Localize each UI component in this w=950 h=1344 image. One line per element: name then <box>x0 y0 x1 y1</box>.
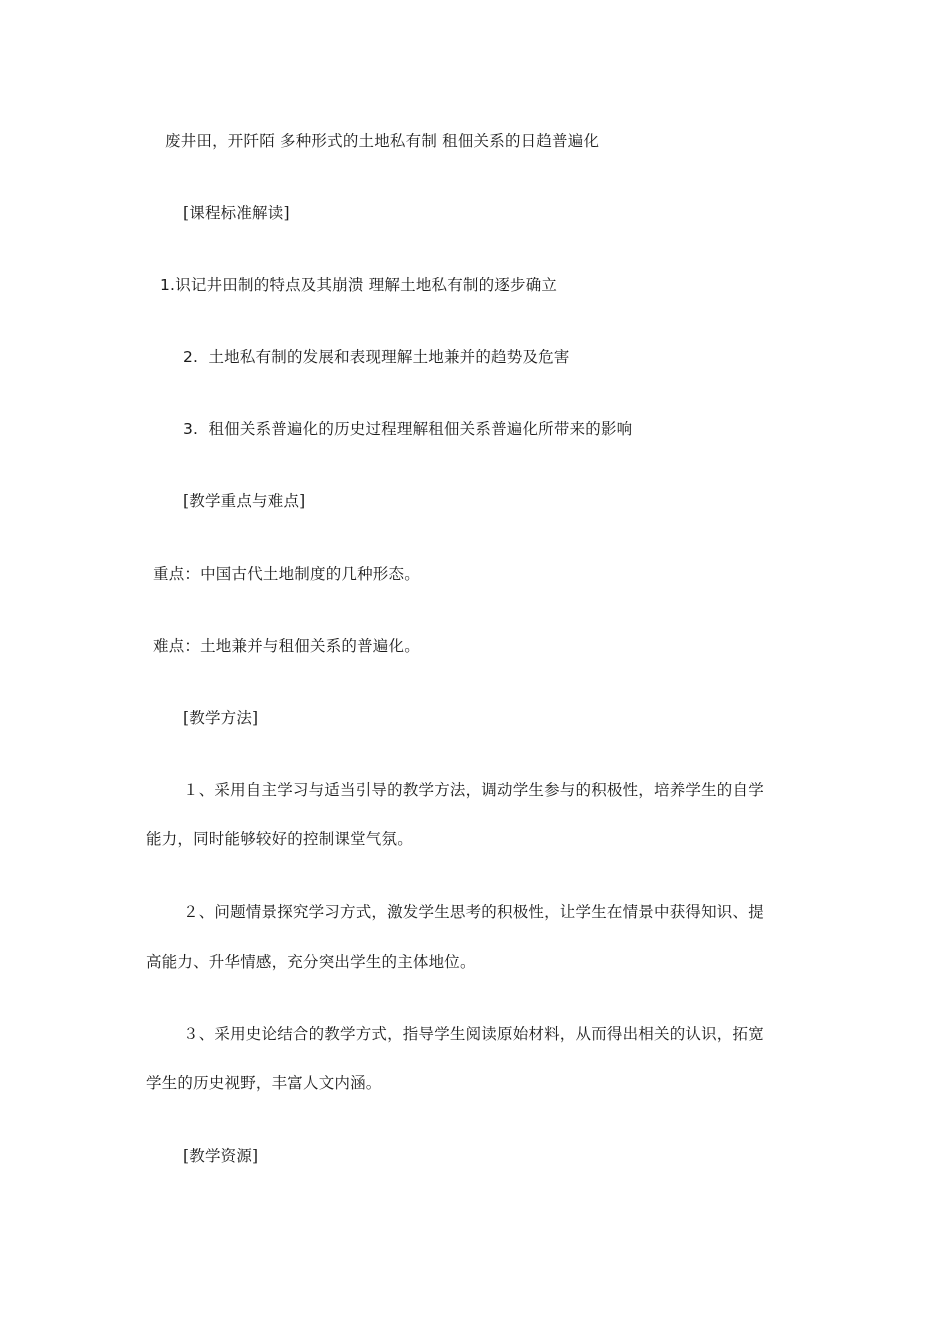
section-heading-resources: [教学资源] <box>183 1147 259 1165</box>
method-2-line-1: ２、问题情景探究学习方式，激发学生思考的积极性，让学生在情景中获得知识、提 <box>183 903 764 921</box>
course-standard-item-2 <box>183 347 570 367</box>
item-number: 1. <box>160 276 176 294</box>
method-1-line-1: １、采用自主学习与适当引导的教学方法，调动学生参与的积极性，培养学生的自学 <box>183 781 764 799</box>
section-heading-course-standard: [课程标准解读] <box>183 204 290 222</box>
method-3-line-2: 学生的历史视野，丰富人文内涵。 <box>146 1074 382 1092</box>
course-standard-item-1 <box>160 275 557 295</box>
item-text: 租佃关系普遍化的历史过程理解租佃关系普遍化所带来的影响 <box>208 420 633 438</box>
item-text: 识记井田制的特点及其崩溃 理解土地私有制的逐步确立 <box>175 276 558 294</box>
item-text: 土地私有制的发展和表现理解土地兼并的趋势及危害 <box>208 348 570 366</box>
method-1-line-2: 能力，同时能够较好的控制课堂气氛。 <box>146 830 413 848</box>
intro-line: 废井田，开阡陌 多种形式的土地私有制 租佃关系的日趋普遍化 <box>165 132 600 150</box>
item-number: 2. <box>183 348 199 366</box>
course-standard-item-3 <box>183 419 632 439</box>
key-point-text: 重点：中国古代土地制度的几种形态。 <box>153 565 420 583</box>
item-number: 3. <box>183 420 199 438</box>
method-3-line-1: ３、采用史论结合的教学方式，指导学生阅读原始材料，从而得出相关的认识，拓宽 <box>183 1025 764 1043</box>
method-2-line-2: 高能力、升华情感，充分突出学生的主体地位。 <box>146 953 476 971</box>
difficult-point-text: 难点：土地兼并与租佃关系的普遍化。 <box>153 637 420 655</box>
section-heading-methods: [教学方法] <box>183 709 259 727</box>
section-heading-key-points: [教学重点与难点] <box>183 492 306 510</box>
